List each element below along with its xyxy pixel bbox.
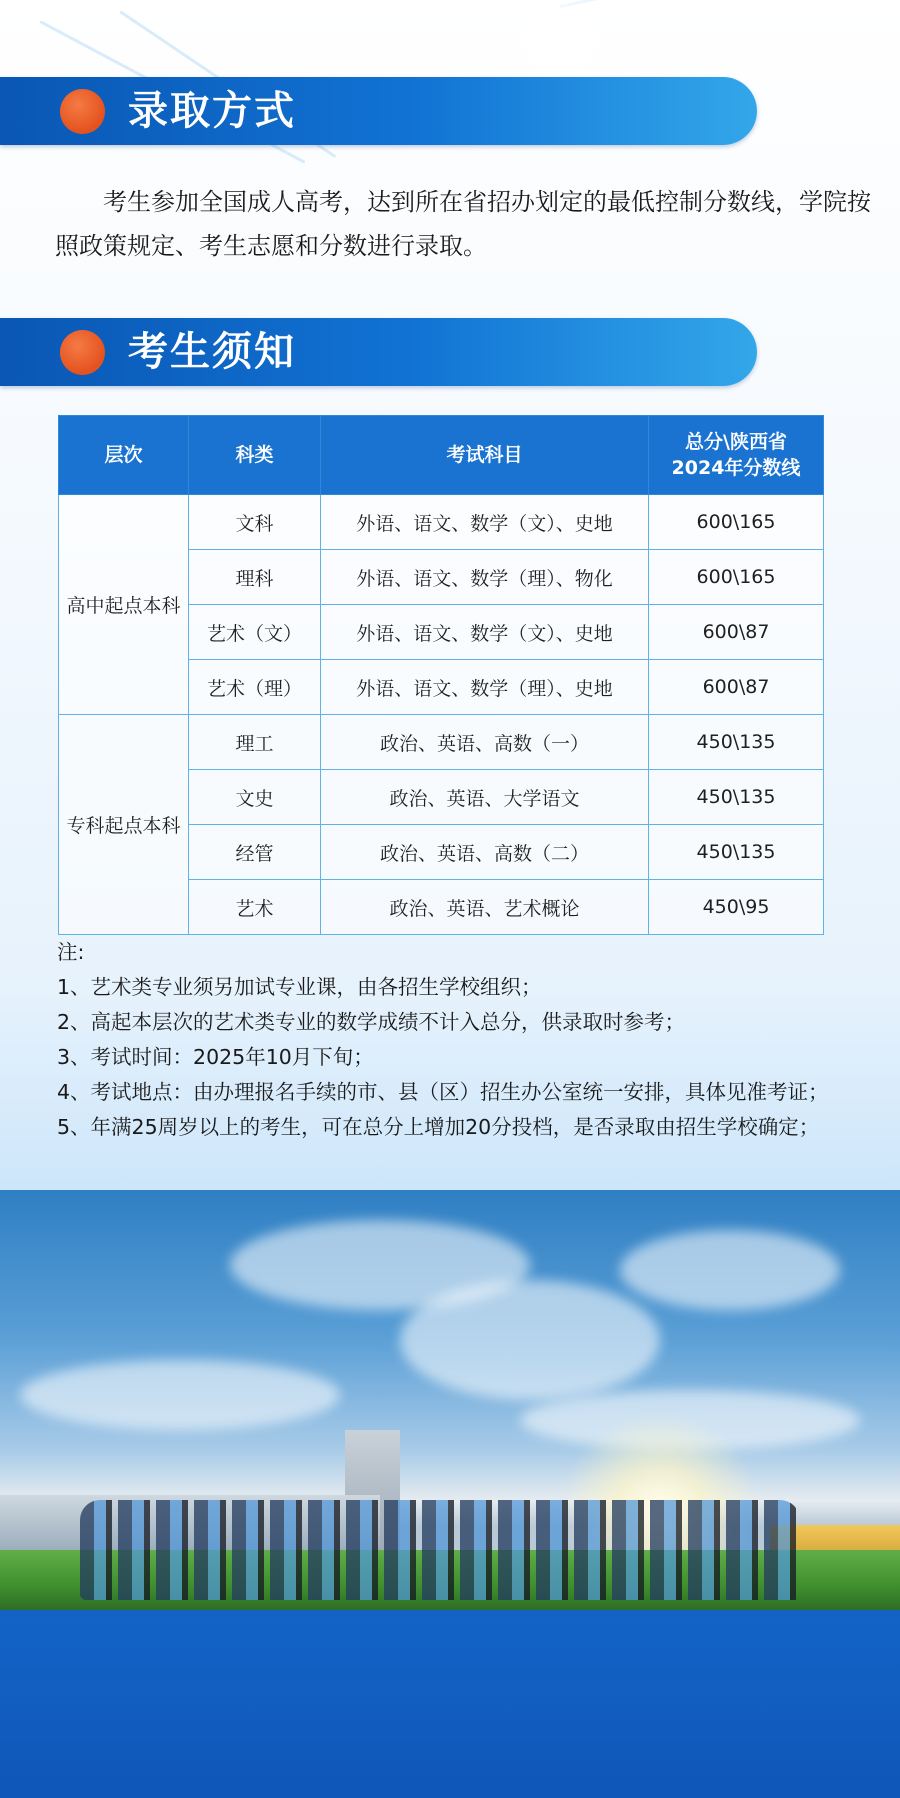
notice-section-header	[0, 318, 757, 386]
header-score-line1: 总分\陕西省	[685, 431, 787, 453]
score-cell: 450\95	[649, 880, 824, 935]
header-subjects: 考试科目	[321, 416, 649, 495]
note-item: 3、考试时间：2025年10月下旬；	[57, 1045, 374, 1069]
score-cell: 600\165	[649, 550, 824, 605]
subjects-cell: 政治、英语、大学语文	[321, 770, 649, 825]
admission-paragraph: 考生参加全国成人高考，达到所在省招办划定的最低控制分数线，学院按照政策规定、考生志愿和分数进行录取。	[55, 188, 871, 260]
student-group-shape	[80, 1500, 800, 1600]
table-row	[59, 715, 824, 770]
category-cell: 艺术（理）	[189, 660, 321, 715]
subjects-cell: 外语、语文、数学（理）、物化	[321, 550, 649, 605]
cloud-shape	[400, 1280, 660, 1400]
level-cell: 高中起点本科	[59, 495, 189, 715]
category-cell: 艺术	[189, 880, 321, 935]
subjects-cell: 政治、英语、高数（一）	[321, 715, 649, 770]
level-cell: 专科起点本科	[59, 715, 189, 935]
note-item: 4、考试地点：由办理报名手续的市、县（区）招生办公室统一安排，具体见准考证；	[57, 1080, 829, 1104]
notes-heading: 注:	[57, 940, 85, 964]
exam-table-container	[58, 415, 823, 935]
category-cell: 经管	[189, 825, 321, 880]
score-cell: 600\87	[649, 660, 824, 715]
admission-section-header	[0, 77, 757, 145]
score-cell: 600\87	[649, 605, 824, 660]
exam-table	[58, 415, 824, 935]
header-category: 科类	[189, 416, 321, 495]
note-item: 2、高起本层次的艺术类专业的数学成绩不计入总分，供录取时参考；	[57, 1010, 686, 1034]
table-row	[59, 495, 824, 550]
notice-title: 考生须知	[128, 329, 296, 375]
category-cell: 理工	[189, 715, 321, 770]
subjects-cell: 外语、语文、数学（文）、史地	[321, 605, 649, 660]
header-level: 层次	[59, 416, 189, 495]
header-score	[649, 416, 824, 495]
admission-title: 录取方式	[128, 88, 296, 134]
notes-block	[57, 935, 897, 1145]
score-cell: 450\135	[649, 770, 824, 825]
cloud-shape	[620, 1230, 840, 1310]
subjects-cell: 政治、英语、高数（二）	[321, 825, 649, 880]
category-cell: 艺术（文）	[189, 605, 321, 660]
cloud-shape	[20, 1360, 340, 1430]
category-cell: 理科	[189, 550, 321, 605]
category-cell: 文科	[189, 495, 321, 550]
note-item: 1、艺术类专业须另加试专业课，由各招生学校组织；	[57, 975, 542, 999]
orange-dot-icon	[60, 89, 105, 134]
category-cell: 文史	[189, 770, 321, 825]
score-cell: 450\135	[649, 825, 824, 880]
subjects-cell: 外语、语文、数学（文）、史地	[321, 495, 649, 550]
subjects-cell: 政治、英语、艺术概论	[321, 880, 649, 935]
orange-dot-icon	[60, 330, 105, 375]
table-header-row	[59, 416, 824, 495]
score-cell: 600\165	[649, 495, 824, 550]
score-cell: 450\135	[649, 715, 824, 770]
bottom-color-band	[0, 1610, 900, 1798]
subjects-cell: 外语、语文、数学（理）、史地	[321, 660, 649, 715]
campus-group-photo	[0, 1190, 900, 1610]
note-item: 5、年满25周岁以上的考生，可在总分上增加20分投档，是否录取由招生学校确定；	[57, 1115, 820, 1139]
header-score-line2: 2024年分数线	[671, 457, 801, 479]
